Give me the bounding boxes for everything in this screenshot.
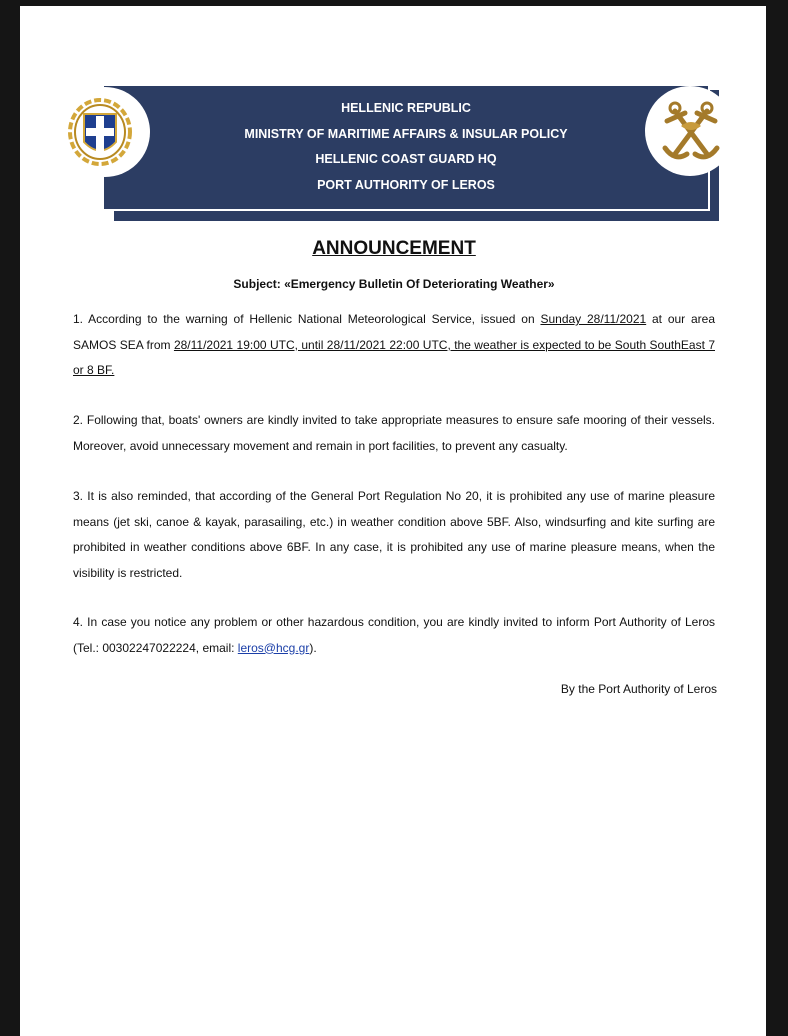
header-line-port-authority: PORT AUTHORITY OF LEROS — [317, 177, 495, 192]
page-title: ANNOUNCEMENT — [312, 238, 476, 259]
header-banner — [104, 86, 710, 211]
p1-text-b: at our area SAMOS SEA from — [73, 312, 716, 352]
signature: By the Port Authority of Leros — [560, 682, 717, 696]
header-text — [104, 96, 708, 198]
paragraph-3: 3. It is also reminded, that according of the General Port Regulation No 20, it is prohibited any use of marine pleasure means (jet ski, canoe & kayak, parasailing, etc.) in weather condition above 5BF. Also, windsurfing and kite surfing are prohibited in weather conditions above 6BF. In any case, it is prohibited any use of marine pleasure means, when the visibility is restricted. — [73, 489, 715, 580]
paragraph-1 — [73, 307, 715, 384]
header-line-coast-guard: HELLENIC COAST GUARD HQ — [315, 152, 497, 166]
p1-period: 28/11/2021 19:00 UTC, until 28/11/2021 22:00 UTC, the weather is expected to be South SouthEast 7 or 8 BF. — [73, 337, 715, 377]
paragraph-4 — [73, 610, 715, 661]
greek-coat-of-arms-icon — [60, 87, 150, 177]
crossed-anchors-icon — [645, 86, 735, 176]
p4-text-b: ). — [309, 640, 317, 655]
paragraph-2: 2. Following that, boats' owners are kindly invited to take appropriate measures to ensure safe mooring of their vessels. Moreover, avoid unnecessary movement and remain in port facilities, to prevent any casualty. — [73, 413, 715, 453]
greek-emblem-badge — [60, 87, 150, 177]
subject-line: Subject: «Emergency Bulletin Of Deteriorating Weather» — [233, 277, 555, 291]
email-link[interactable]: leros@hcg.gr — [237, 640, 310, 655]
coast-guard-badge — [645, 86, 735, 176]
header-line-ministry: MINISTRY OF MARITIME AFFAIRS & INSULAR POLICY — [244, 126, 568, 141]
p1-text-a: 1. According to the warning of Hellenic National Meteorological Service, issued on — [73, 312, 541, 326]
p1-date: Sunday 28/11/2021 — [540, 312, 647, 326]
p4-text-a: 4. In case you notice any problem or other hazardous condition, you are kindly invited to inform Port Authority of Leros (Tel.: 00302247022224, email: — [73, 615, 715, 655]
header-line-republic: HELLENIC REPUBLIC — [341, 101, 471, 115]
